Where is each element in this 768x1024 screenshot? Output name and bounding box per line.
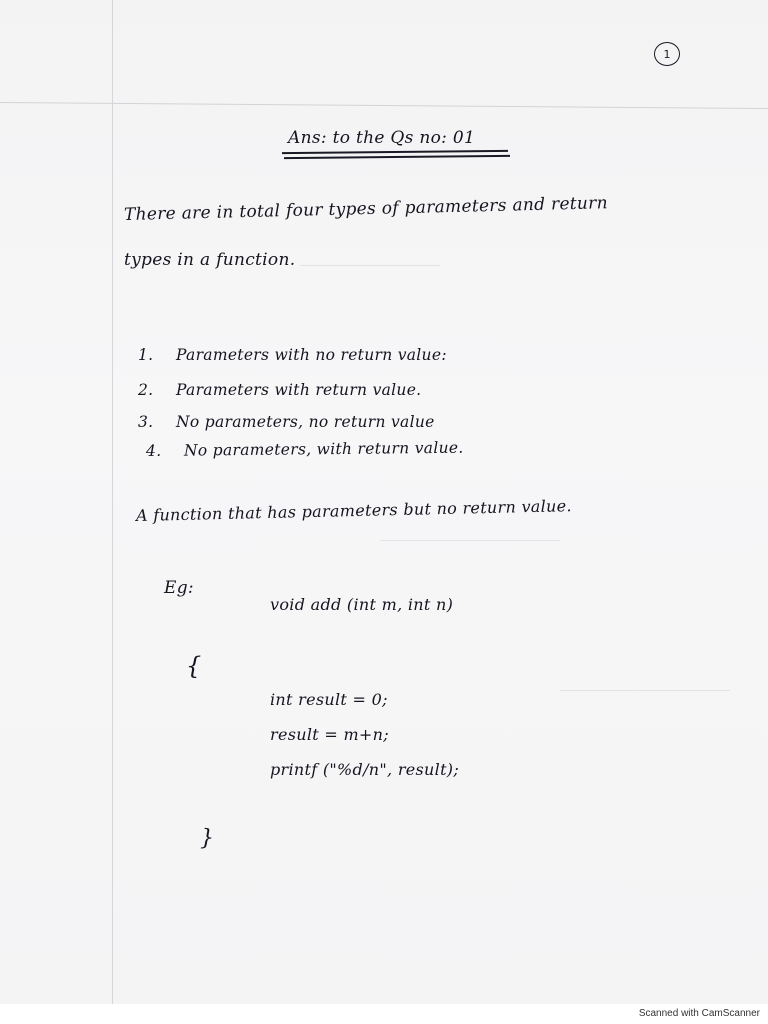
list-item xyxy=(138,346,447,364)
bleed-through-mark xyxy=(300,265,440,266)
code-signature: void add (int m, int n) xyxy=(270,595,454,614)
scanner-watermark: Scanned with CamScanner xyxy=(638,1008,760,1019)
page-number-circle xyxy=(654,42,680,66)
list-item xyxy=(138,413,435,431)
list-item-number: 4. xyxy=(145,441,162,460)
list-item-text: No parameters, with return value. xyxy=(183,438,464,460)
title-underline-second xyxy=(284,155,510,159)
list-item xyxy=(146,439,464,460)
list-item-number: 2. xyxy=(138,381,154,399)
list-item-text: Parameters with return value. xyxy=(176,381,422,399)
header-rule xyxy=(0,102,768,109)
code-open-brace: { xyxy=(186,652,202,680)
list-item-text: No parameters, no return value xyxy=(176,413,435,431)
bleed-through-mark xyxy=(380,540,560,541)
code-line: printf ("%d/n", result); xyxy=(270,760,460,779)
code-line: result = m+n; xyxy=(270,725,389,744)
list-item xyxy=(138,381,421,399)
example-label: Eg: xyxy=(164,578,194,598)
intro-line-1: There are in total four types of parameters and return xyxy=(123,193,609,225)
code-line: int result = 0; xyxy=(270,690,388,709)
list-item-text: Parameters with no return value: xyxy=(176,346,447,364)
title-underline xyxy=(282,150,508,154)
page-number: 1 xyxy=(663,47,671,61)
list-item-number: 1. xyxy=(138,346,154,364)
page-title: Ans: to the Qs no: 01 xyxy=(288,128,476,148)
margin-line xyxy=(112,0,113,1004)
list-item-number: 3. xyxy=(138,413,154,431)
code-close-brace: } xyxy=(200,826,215,851)
intro-line-2: types in a function. xyxy=(124,250,296,270)
function-description: A function that has parameters but no return value. xyxy=(135,496,573,525)
bleed-through-mark xyxy=(560,690,730,691)
